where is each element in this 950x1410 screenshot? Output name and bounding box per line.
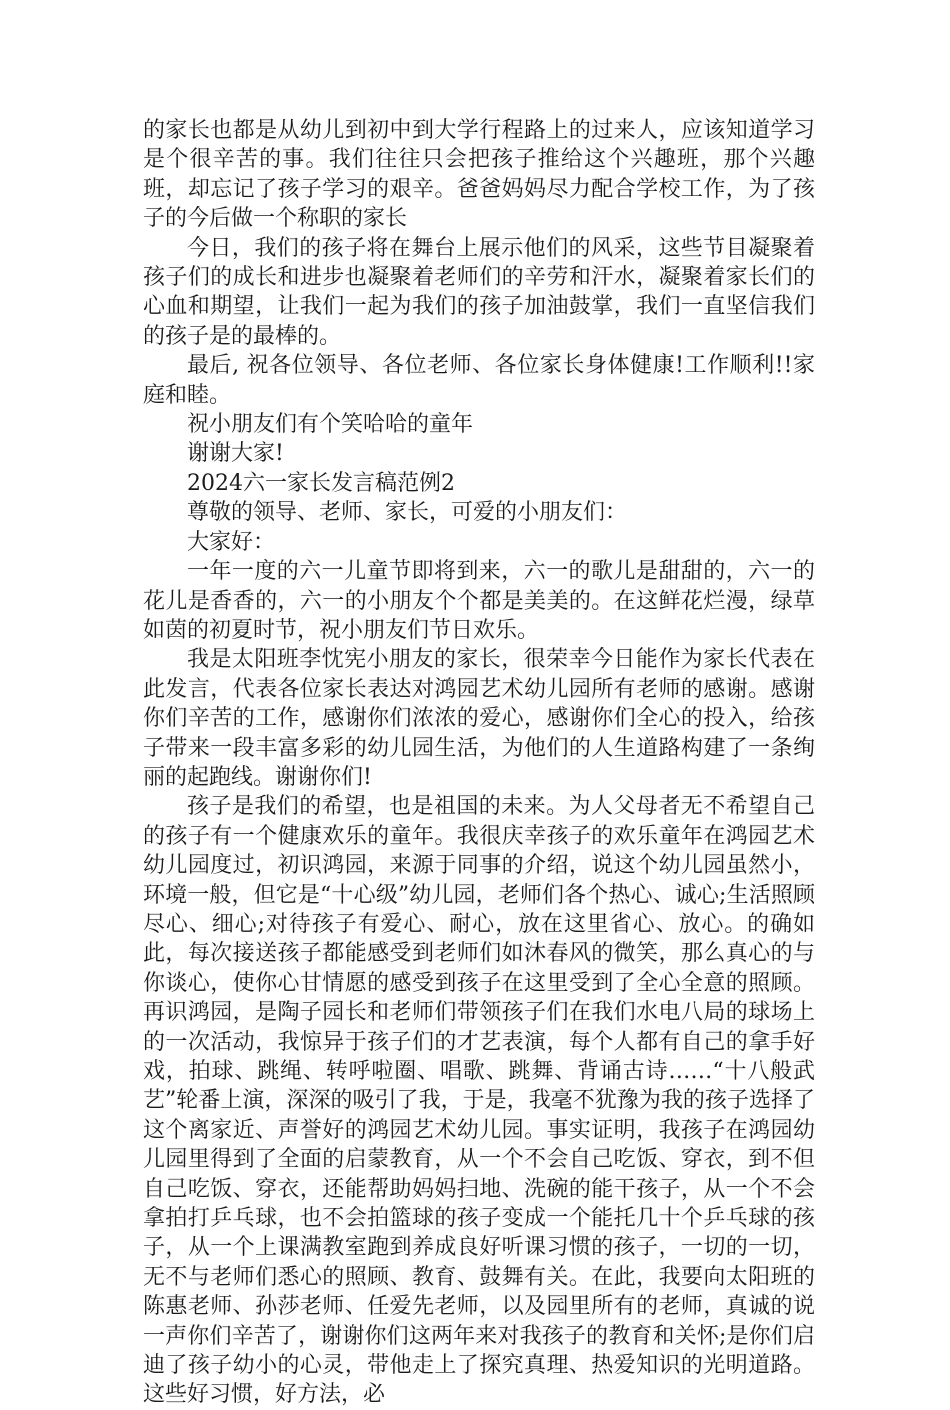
greeting: 大家好： [187, 529, 276, 555]
paragraph-4: 祝小朋友们有个笑哈哈的童年 [187, 412, 474, 438]
paragraph-10: 我是太阳班李忱宪小朋友的家长，很荣幸今日能作为家长代表在此发言，代表各位家长表达对鸿园艺术幼儿园所有老师的感谢。感谢你们辛苦的工作，感谢你们浓浓的爱心，感谢你们全心的投入，给孩子带来一段丰富多彩的幼儿园生活，为他们的人生道路构建了一条绚丽的起跑线。谢谢你们! [143, 647, 815, 790]
paragraph-1: 的家长也都是从幼儿到初中到大学行程路上的过来人，应该知道学习是个很辛苦的事。我们往往只会把孩子推给这个兴趣班，那个兴趣班，却忘记了孩子学习的艰辛。爸爸妈妈尽力配合学校工作，为了孩子的今后做一个称职的家长 [143, 118, 815, 232]
paragraph-5: 谢谢大家! [187, 441, 284, 467]
paragraph-11: 孩子是我们的希望，也是祖国的未来。为人父母者无不希望自己的孩子有一个健康欢乐的童年。我很庆幸孩子的欢乐童年在鸿园艺术幼儿园度过，初识鸿园，来源于同事的介绍，说这个幼儿园虽然小，环境一般，但它是“十心级”幼儿园，老师们各个热心、诚心;生活照顾尽心、细心;对待孩子有爱心、耐心，放在这里省心、放心。的确如此，每次接送孩子都能感受到老师们如沐春风的微笑，那么真心的与你谈心，使你心甘情愿的感受到孩子在这里受到了全心全意的照顾。再识鸿园，是陶子园长和老师们带领孩子们在我们水电八局的球场上的一次活动，我惊异于孩子们的才艺表演，每个人都有自己的拿手好戏，拍球、跳绳、转呼啦圈、唱歌、跳舞、背诵古诗……“十八般武艺”轮番上演，深深的吸引了我，于是，我毫不犹豫为我的孩子选择了这个离家近、声誉好的鸿园艺术幼儿园。事实证明，我孩子在鸿园幼儿园里得到了全面的启蒙教育，从一个不会自己吃饭、穿衣，到不但自己吃饭、穿衣，还能帮助妈妈扫地、洗碗的能干孩子，从一个不会拿拍打乒乓球，也不会拍篮球的孩子变成一个能托几十个乒乓球的孩子，从一个上课满教室跑到养成良好听课习惯的孩子，一切的一切，无不与老师们悉心的照顾、教育、鼓舞有关。在此，我要向太阳班的陈惠老师、孙莎老师、任爱先老师，以及园里所有的老师，真诚的说一声你们辛苦了，谢谢你们这两年来对我孩子的教育和关怀;是你们启迪了孩子幼小的心灵，带他走上了探究真理、热爱知识的光明道路。这些好习惯，好方法，必 [143, 794, 815, 1408]
section-heading: 2024六一家长发言稿范例2 [187, 470, 455, 496]
document-body [143, 116, 815, 1410]
paragraph-2: 今日，我们的孩子将在舞台上展示他们的风采，这些节目凝聚着孩子们的成长和进步也凝聚着老师们的辛劳和汗水，凝聚着家长们的心血和期望，让我们一起为我们的孩子加油鼓掌，我们一直坚信我们的孩子是的最棒的。 [143, 235, 815, 349]
paragraph-3: 最后, 祝各位领导、各位老师、各位家长身体健康!工作顺利!!家庭和睦。 [143, 353, 815, 408]
salutation: 尊敬的领导、老师、家长，可爱的小朋友们： [187, 500, 628, 526]
paragraph-9: 一年一度的六一儿童节即将到来，六一的歌儿是甜甜的，六一的花儿是香香的，六一的小朋友个个都是美美的。在这鲜花烂漫，绿草如茵的初夏时节，祝小朋友们节日欢乐。 [143, 559, 815, 643]
